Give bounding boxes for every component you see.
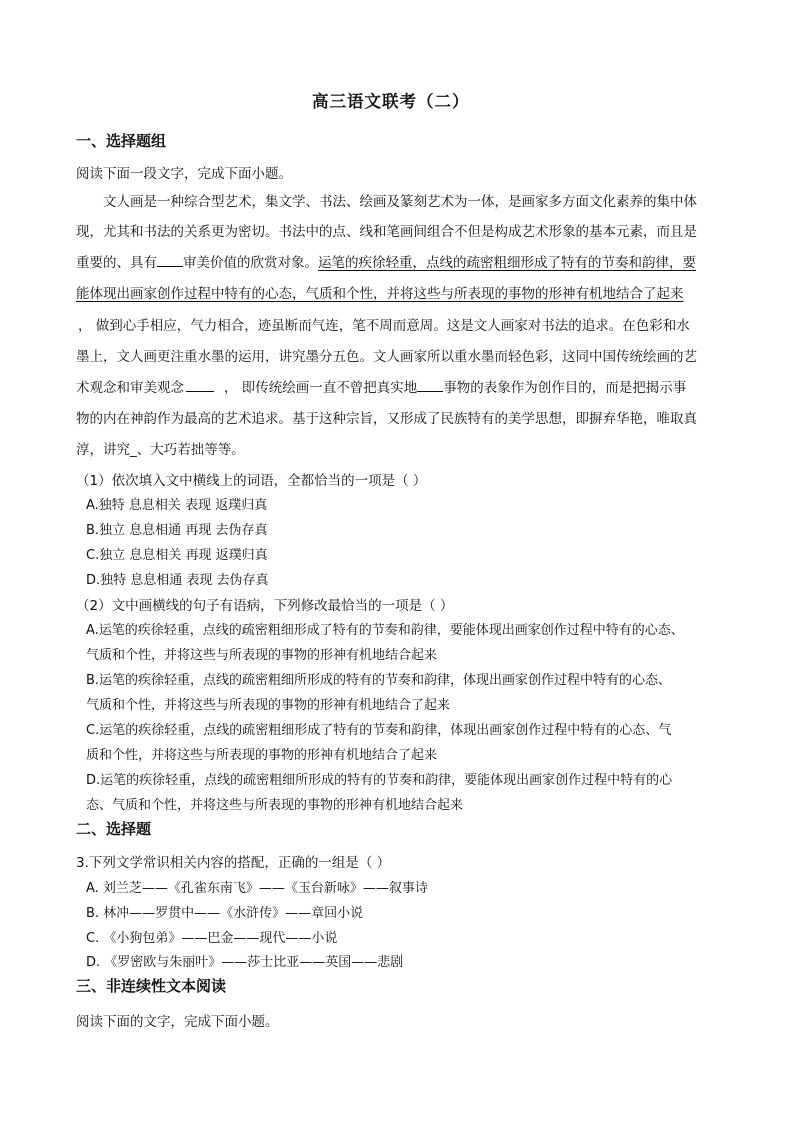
underlined-sentence: 运笔的疾徐轻重，点线的疏密粗细形成了特有的节奏和韵律，要: [318, 255, 696, 271]
passage-text: 事物的表象作为创作目的，而是把揭示事: [443, 380, 687, 396]
question-1-stem: （1）依次填入文中横线上的词语，全都恰当的一项是（ ）: [76, 473, 427, 489]
passage-line: 墨上，文人画更注重水墨的运用，讲究墨分五色。文人画家所以重水墨而轻色彩，这同中国传统绘画的艺: [76, 349, 697, 365]
question-2-option-d: D.运笔的疾徐轻重，点线的疏密粗细所形成的特有的节奏和韵律，要能体现出画家创作过程中特有的心: [86, 773, 673, 788]
underlined-sentence: 能体现出画家创作过程中特有的心态，气质和个性，并将这些与所表现的事物的形神有机地结合了起来: [76, 286, 684, 302]
question-3-option-b: B. 林冲——罗贯中——《水浒传》——章回小说: [86, 906, 364, 921]
question-3-stem: 3.下列文学常识相关内容的搭配，正确的一组是（ ）: [76, 855, 391, 871]
question-2-option-a: A.运笔的疾徐轻重，点线的疏密粗细形成了特有的节奏和韵律，要能体现出画家创作过程中特有的心态、: [86, 623, 684, 638]
passage-text: 审美价值的欣赏对象。: [183, 255, 318, 271]
question-1-option-d: D.独特 息息相通 表现 去伪存真: [86, 573, 269, 588]
question-2-option-c-cont: 质和个性，并将这些与所表现的事物的形神有机地结合了起来: [86, 748, 438, 763]
section3-instruction: 阅读下面的文字，完成下面小题。: [76, 1014, 279, 1030]
fill-blank-3: [417, 379, 443, 392]
question-2-option-b-cont: 气质和个性，并将这些与所表现的事物的形神有机地结合了起来: [86, 698, 451, 713]
question-2-stem: （2）文中画横线的句子有语病，下列修改最恰当的一项是（ ）: [76, 598, 454, 614]
section1-instruction: 阅读下面一段文字，完成下面小题。: [76, 166, 292, 182]
passage-line: 物的内在神韵作为最高的艺术追求。基于这种宗旨，又形成了民族特有的美学思想，即摒弃华艳，唯取真: [76, 411, 697, 427]
question-1-option-c: C.独立 息息相关 再现 返璞归真: [86, 548, 268, 563]
question-2-option-c: C.运笔的疾徐轻重，点线的疏密粗细形成了特有的节奏和韵律，体现出画家创作过程中特有的心态、气: [86, 723, 672, 738]
fill-blank-1: [157, 254, 183, 267]
fill-blank-2: [186, 379, 214, 392]
question-1-option-b: B.独立 息息相通 再现 去伪存真: [86, 523, 268, 538]
passage-line: [76, 376, 686, 396]
question-1-option-a: A.独特 息息相关 表现 返璞归真: [86, 498, 268, 513]
question-3-option-d: D. 《罗密欧与朱丽叶》——莎士比亚——英国——悲剧: [86, 955, 404, 970]
question-3-option-a: A. 刘兰芝——《孔雀东南飞》——《玉台新咏》——叙事诗: [86, 881, 428, 896]
passage-line: 淳，讲究_、大巧若拙等等。: [76, 442, 245, 458]
question-2-option-a-cont: 气质和个性，并将这些与所表现的事物的形神有机地结合起来: [86, 648, 438, 663]
section-heading-2: 二、选择题: [76, 820, 152, 838]
passage-text: ， 即传统绘画一直不曾把真实地: [224, 380, 418, 396]
passage-line: [76, 251, 696, 271]
question-3-option-c: C. 《小狗包弟》——巴金——现代——小说: [86, 931, 338, 946]
question-2-option-d-cont: 态、气质和个性，并将这些与所表现的事物的形神有机地结合起来: [86, 798, 464, 813]
passage-line: 现，尤其和书法的关系更为密切。书法中的点、线和笔画间组合不但是构成艺术形象的基本元素，而且是: [76, 224, 697, 240]
passage-text: 术观念和审美观念: [76, 380, 184, 396]
page-title: 高三语文联考（二）: [312, 92, 470, 111]
passage-text: 重要的、具有: [76, 255, 157, 271]
question-2-option-b: B.运笔的疾徐轻重，点线的疏密粗细所形成的特有的节奏和韵律，体现出画家创作过程中特有的心态、: [86, 673, 672, 688]
section-heading-1: 一、选择题组: [76, 132, 167, 150]
section-heading-3: 三、非连续性文本阅读: [76, 977, 227, 995]
passage-line: ， 做到心手相应，气力相合，迹虽断而气连，笔不周而意周。这是文人画家对书法的追求。在色彩和水: [78, 318, 690, 334]
passage-line: 文人画是一种综合型艺术，集文学、书法、绘画及篆刻艺术为一体，是画家多方面文化素养的集中体: [103, 194, 697, 210]
